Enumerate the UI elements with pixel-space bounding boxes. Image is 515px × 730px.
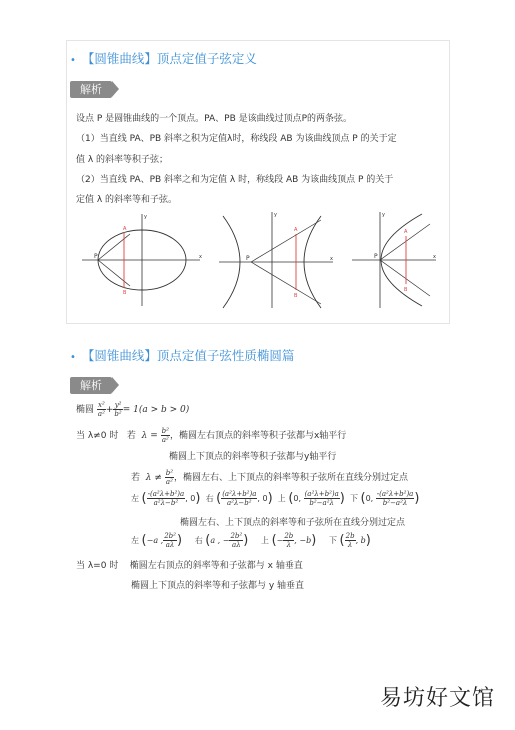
svg-text:P: P [94, 253, 98, 260]
case1-vertical-parallel: 椭圆上下顶点的斜率等积子弦都与y轴平行 [169, 452, 337, 462]
section-title-definition: • 【圆锥曲线】顶点定值子弦定义 [70, 51, 257, 66]
definition-line-1: 设点 P 是圆锥曲线的一个顶点。PA、PB 是该曲线过顶点P的两条弦。 [76, 114, 353, 124]
case2-vertical-perpendicular: 椭圆上下顶点的斜率等和子弦都与 y 轴垂直 [131, 581, 305, 591]
svg-text:P: P [374, 253, 378, 260]
case-lambda-nonzero: 当 λ≠0 时 若 λ = $\frac{\text{b²}}{\text{a²}}$ ，椭圆左右顶点的斜率等积子弦都与x轴平行 [76, 427, 347, 444]
svg-text:B: B [294, 293, 298, 299]
analysis-tag: 解析 [70, 81, 112, 98]
svg-text:A: A [294, 227, 298, 233]
sum-fixed-points: 左 (−a , $\frac{\text{2b²}}{a\lambda}$ ) 右 (a , − $\frac{\text{2b²}}{a\lambda}$ ) 上 (− $\frac{2b}{\lambda}$ , −b) 下 ( $\frac{2b}{\lambda}$ , b) [131, 532, 371, 549]
hyperbola-figure [217, 210, 337, 310]
svg-text:x: x [199, 254, 202, 260]
svg-text:A: A [123, 226, 127, 232]
svg-text:B: B [404, 287, 408, 293]
ellipse-equation: 椭圆 $\frac{\text{x²}}{\text{a²}}$ + $\frac{\text{y²}}{\text{b²}}$ = 1(a > b > 0) [76, 401, 190, 418]
analysis-tag-2: 解析 [70, 377, 112, 394]
product-fixed-points: 左 ( $\frac{\text{-(a²λ+b²)a}}{\text{a²λ−b²}}$ , 0) 右 ( $\frac{\text{(a²λ+b²)a}}{\text{a²λ−b²}}$ , 0) 上 (0, $\frac{\text{(a²λ+b²)a}}{\text{b²−a²λ}}$ ) 下 (0, $\frac{\text{-(a²λ+b²)a}}{\text{b²−a²λ}}$ ) [131, 490, 420, 507]
definition-line-4: （2）当直线 PA、PB 斜率之和为定值 λ 时，称线段 AB 为该曲线顶点 P 的关于 [76, 175, 394, 185]
svg-text:B: B [123, 290, 127, 296]
svg-text:x: x [433, 254, 436, 260]
section-title-ellipse-properties: • 【圆锥曲线】顶点定值子弦性质椭圆篇 [70, 348, 295, 363]
definition-line-3: 值 λ 的斜率等积子弦； [76, 155, 169, 165]
watermark: 易坊好文馆 [379, 686, 495, 711]
sum-fixed-points-intro: 椭圆左右、上下顶点的斜率等和子弦所在直线分别过定点 [180, 518, 406, 528]
case1-fixed-point-intro: 若 λ ≠ $\frac{\text{b²}}{\text{a²}}$ ，椭圆左右、上下顶点的斜率等积子弦所在直线分别过定点 [131, 469, 409, 486]
case-lambda-zero: 当 λ=0 时 椭圆左右顶点的斜率等和子弦都与 x 轴垂直 [76, 561, 303, 571]
definition-line-2: （1）当直线 PA、PB 斜率之积为定值λ时，称线段 AB 为该曲线顶点 P 的关于定 [76, 134, 397, 144]
definition-line-5: 定值 λ 的斜率等和子弦。 [76, 195, 178, 205]
svg-text:A: A [404, 229, 408, 235]
ellipse-figure [80, 210, 205, 310]
svg-text:y: y [382, 212, 385, 218]
svg-text:y: y [144, 214, 147, 220]
svg-text:x: x [330, 256, 333, 262]
svg-text:P: P [246, 255, 250, 262]
svg-text:y: y [274, 212, 277, 218]
parabola-figure [350, 210, 440, 310]
